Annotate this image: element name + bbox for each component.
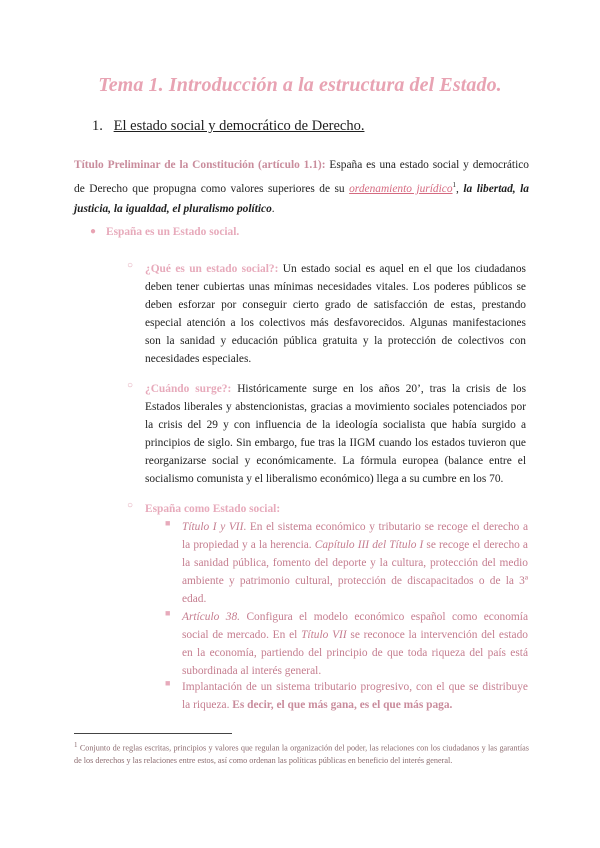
intro-paragraph xyxy=(74,155,529,219)
bullet-dot-icon: ● xyxy=(90,226,97,237)
footnote-divider xyxy=(74,733,232,734)
item3-text-a: Implantación de un sistema tributario progresivo, con el que se distribuye la riqueza. xyxy=(182,681,528,711)
page-title: Tema 1. Introducción a la estructura del Estado. xyxy=(98,74,502,96)
intro-values: la libertad, la justicia, la igualdad, el pluralismo político xyxy=(74,182,529,215)
item1-text-d: se recoge el derecho a la sanidad pública, fomento del deporte y la cultura, protección del medio ambiente y patrimonio cultural, protección de discapacitados o de la 3ª edad. xyxy=(182,539,528,605)
ordenamiento-link[interactable]: ordenamiento jurídico xyxy=(349,182,453,195)
item2-text-b: Configura el modelo económico español como economía social de mercado. En el xyxy=(182,611,529,641)
bullet-label: España es un Estado social. xyxy=(106,226,240,238)
intro-text-1: España es una estado social y democrático de Derecho que propugna como valores superiores de su xyxy=(74,159,530,195)
intro-text-2: , xyxy=(456,182,464,195)
intro-label: Título Preliminar de la Constitución (artículo 1.1): xyxy=(74,159,326,171)
square-bullet-icon: ■ xyxy=(165,678,171,688)
sub3-label: España como Estado social: xyxy=(145,503,281,515)
circle-bullet-icon: ○ xyxy=(127,380,134,391)
footnote xyxy=(74,739,529,767)
section-heading xyxy=(92,118,364,135)
item1-text-b: . En el sistema económico y tributario se recoge el derecho a la propiedad y a la herencia. xyxy=(182,521,528,551)
footnote-ref[interactable]: 1 xyxy=(452,181,457,189)
intro-text-3: . xyxy=(271,202,275,215)
circle-bullet-icon: ○ xyxy=(127,500,134,511)
section-title: El estado social y democrático de Derecho. xyxy=(113,118,365,134)
item1-ref-c: Capítulo III del Título I xyxy=(314,539,424,551)
item2-text-d: se reconoce la intervención del estado en la economía, partiendo del principio de que toda riqueza del país está subordinada al interés general. xyxy=(182,629,528,677)
circle-bullet-icon: ○ xyxy=(127,260,134,271)
sub2-label: ¿Cuándo surge?: xyxy=(145,383,232,395)
item2-ref-a: Artículo 38. xyxy=(182,611,241,623)
section-number: 1. xyxy=(92,118,103,134)
sub1-text: Un estado social es aquel en el que los ciudadanos deben tener cubiertas unas mínimas necesidades vitales. Los poderes públicos se deben esforzar por conseguir cierto grado de satisfacción de estas, prestando especial atención a los colectivos más desfavorecidos. Algunas manifestaciones son la sanidad y educación pública gratuita y la protección de colectivos con necesidades especiales. xyxy=(145,263,526,365)
sub2-text: Históricamente surge en los años 20’, tras la crisis de los Estados liberales y abstencionistas, gracias a movimiento sociales potenciados por la crisis del 29 y con influencia de la ideología socialista que había surgido a principios de siglo. Sin embargo, fue tras la IIGM cuando los estados tuvieron que reorganizarse social y económicamente. La fórmula europea (balance entre el socialismo comunista y el liberalismo económico) llega a su cumbre en los 70. xyxy=(145,383,526,485)
square-bullet-icon: ■ xyxy=(165,518,171,528)
footnote-text: Conjunto de reglas escritas, principios y valores que regulan la organización del poder, las relaciones con los ciudadanos y las garantías de los derechos y las relaciones entre estos, así como ordenan las políticas públicas en beneficio del interés general. xyxy=(74,743,529,765)
sub1-label: ¿Qué es un estado social?: xyxy=(145,263,279,275)
square-bullet-icon: ■ xyxy=(165,608,171,618)
item2-ref-c: Título VII xyxy=(301,629,347,641)
item1-ref-a: Título I y VII xyxy=(182,521,244,533)
footnote-number: 1 xyxy=(74,741,78,749)
item3-emphasis: Es decir, el que más gana, es el que más paga. xyxy=(232,699,453,711)
